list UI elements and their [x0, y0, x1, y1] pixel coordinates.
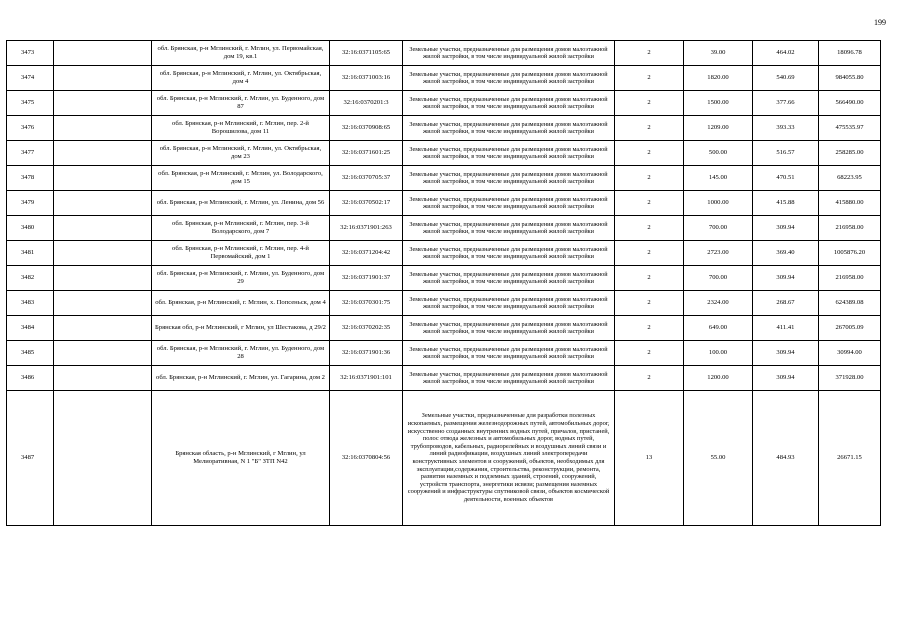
address-cell: обл. Брянская, р-н Мглинский, г. Мглин, ул. Октябрьская, дом 4	[152, 66, 330, 91]
rate-cell: 516.57	[753, 141, 819, 166]
area-cell: 145.00	[684, 166, 753, 191]
land-use-cell: Земельные участки, предназначенные для размещения домов малоэтажной жилой застройки, в том числе индивидуальной жилой застройки	[403, 91, 615, 116]
row-number: 3480	[7, 216, 54, 241]
spacer-cell	[54, 116, 152, 141]
table-row	[7, 141, 881, 166]
land-use-cell: Земельные участки, предназначенные для разработки полезных ископаемых, размещения железнодорожных путей, автомобильных дорог, искусственно созданных внутренних водных путей, причалов, пристаней, полос отвода железных и автомобильных дорог, водных путей, трубопроводов, кабельных, радиорелейных и воздушных линий связи и линий радиофикации, воздушных линий электропередачи конструктивных элементов и сооружений, объектов, необходимых для эксплуатации,содержания, строительства, реконструкции, ремонта, развития наземных и подземных зданий, строений, сооружений, устройств транспорта, энергетики исвязи; размещения наземных сооружений и инфраструктуры спутниковой связи, объектов космической деятельности, военных объектов	[403, 391, 615, 526]
cadastral-number-cell: 32:16:0370502:17	[330, 191, 403, 216]
table-row	[7, 391, 881, 526]
cadastral-number-cell: 32:16:0371901:36	[330, 341, 403, 366]
address-cell: обл. Брянская, р-н Мглинский, г. Мглин, х. Попсеньск, дом 4	[152, 291, 330, 316]
cadastral-number-cell: 32:16:0371105:65	[330, 41, 403, 66]
area-cell: 1200.00	[684, 366, 753, 391]
table-row	[7, 216, 881, 241]
row-number: 3473	[7, 41, 54, 66]
cadastral-value-cell: 26671.15	[819, 391, 881, 526]
cadastral-number-cell: 32:16:0371901:263	[330, 216, 403, 241]
cadastral-value-cell: 624389.08	[819, 291, 881, 316]
table-row	[7, 116, 881, 141]
spacer-cell	[54, 141, 152, 166]
land-registry-table	[6, 40, 881, 526]
land-use-cell: Земельные участки, предназначенные для размещения домов малоэтажной жилой застройки, в том числе индивидуальной жилой застройки	[403, 291, 615, 316]
area-cell: 2324.00	[684, 291, 753, 316]
row-number: 3477	[7, 141, 54, 166]
rate-cell: 393.33	[753, 116, 819, 141]
address-cell: Брянская область, р-н Мглинский, г Мглин, ул Мелиоративная, N 1 "Б" ЗТП N42	[152, 391, 330, 526]
land-use-cell: Земельные участки, предназначенные для размещения домов малоэтажной жилой застройки, в том числе индивидуальной жилой застройки	[403, 166, 615, 191]
category-code-cell: 2	[615, 366, 684, 391]
area-cell: 700.00	[684, 216, 753, 241]
land-use-cell: Земельные участки, предназначенные для размещения домов малоэтажной жилой застройки, в том числе индивидуальной жилой застройки	[403, 366, 615, 391]
row-number: 3478	[7, 166, 54, 191]
category-code-cell: 2	[615, 341, 684, 366]
address-cell: обл. Брянская, р-н Мглинский, г. Мглин, ул. Володарского, дом 15	[152, 166, 330, 191]
rate-cell: 309.94	[753, 266, 819, 291]
table-row	[7, 91, 881, 116]
table-row	[7, 41, 881, 66]
spacer-cell	[54, 391, 152, 526]
cadastral-value-cell: 216958.00	[819, 266, 881, 291]
cadastral-number-cell: 32:16:0370804:56	[330, 391, 403, 526]
rate-cell: 377.66	[753, 91, 819, 116]
land-use-cell: Земельные участки, предназначенные для размещения домов малоэтажной жилой застройки, в том числе индивидуальной жилой застройки	[403, 341, 615, 366]
spacer-cell	[54, 291, 152, 316]
category-code-cell: 2	[615, 141, 684, 166]
row-number: 3475	[7, 91, 54, 116]
land-use-cell: Земельные участки, предназначенные для размещения домов малоэтажной жилой застройки, в том числе индивидуальной жилой застройки	[403, 141, 615, 166]
rate-cell: 309.94	[753, 341, 819, 366]
row-number: 3483	[7, 291, 54, 316]
cadastral-number-cell: 32:16:0370201:3	[330, 91, 403, 116]
row-number: 3479	[7, 191, 54, 216]
address-cell: обл. Брянская, р-н Мглинский, г. Мглин, ул. Буденного, дом 28	[152, 341, 330, 366]
cadastral-number-cell: 32:16:0370301:75	[330, 291, 403, 316]
area-cell: 1500.00	[684, 91, 753, 116]
cadastral-value-cell: 984055.80	[819, 66, 881, 91]
rate-cell: 309.94	[753, 216, 819, 241]
spacer-cell	[54, 241, 152, 266]
area-cell: 500.00	[684, 141, 753, 166]
table-row	[7, 66, 881, 91]
cadastral-number-cell: 32:16:0371601:25	[330, 141, 403, 166]
category-code-cell: 2	[615, 241, 684, 266]
cadastral-value-cell: 68223.95	[819, 166, 881, 191]
rate-cell: 309.94	[753, 366, 819, 391]
address-cell: обл. Брянская, р-н Мглинский, г. Мглин, ул. Гагарина, дом 2	[152, 366, 330, 391]
cadastral-value-cell: 267005.09	[819, 316, 881, 341]
address-cell: обл. Брянская, р-н Мглинский, г. Мглин, ул. Буденного, дом 29	[152, 266, 330, 291]
rate-cell: 411.41	[753, 316, 819, 341]
table-row	[7, 241, 881, 266]
row-number: 3487	[7, 391, 54, 526]
table-row	[7, 291, 881, 316]
rate-cell: 369.40	[753, 241, 819, 266]
area-cell: 100.00	[684, 341, 753, 366]
cadastral-number-cell: 32:16:0370908:65	[330, 116, 403, 141]
land-use-cell: Земельные участки, предназначенные для размещения домов малоэтажной жилой застройки, в том числе индивидуальной жилой застройки	[403, 191, 615, 216]
area-cell: 649.00	[684, 316, 753, 341]
address-cell: обл. Брянская, р-н Мглинский, г. Мглин, пер. 3-й Володарского, дом 7	[152, 216, 330, 241]
cadastral-value-cell: 371928.00	[819, 366, 881, 391]
spacer-cell	[54, 316, 152, 341]
category-code-cell: 2	[615, 66, 684, 91]
row-number: 3484	[7, 316, 54, 341]
spacer-cell	[54, 191, 152, 216]
land-use-cell: Земельные участки, предназначенные для размещения домов малоэтажной жилой застройки, в том числе индивидуальной жилой застройки	[403, 116, 615, 141]
spacer-cell	[54, 341, 152, 366]
area-cell: 1209.00	[684, 116, 753, 141]
row-number: 3485	[7, 341, 54, 366]
cadastral-number-cell: 32:16:0370705:37	[330, 166, 403, 191]
rate-cell: 484.93	[753, 391, 819, 526]
category-code-cell: 2	[615, 316, 684, 341]
land-use-cell: Земельные участки, предназначенные для размещения домов малоэтажной жилой застройки, в том числе индивидуальной жилой застройки	[403, 266, 615, 291]
area-cell: 55.00	[684, 391, 753, 526]
cadastral-number-cell: 32:16:0371901:37	[330, 266, 403, 291]
table-row	[7, 266, 881, 291]
table-row	[7, 166, 881, 191]
table-body	[7, 41, 881, 526]
table-row	[7, 366, 881, 391]
address-cell: обл. Брянская, р-н Мглинский, г. Мглин, ул. Октябрьская, дом 23	[152, 141, 330, 166]
table-row	[7, 191, 881, 216]
category-code-cell: 2	[615, 291, 684, 316]
area-cell: 1000.00	[684, 191, 753, 216]
spacer-cell	[54, 91, 152, 116]
rate-cell: 268.67	[753, 291, 819, 316]
cadastral-number-cell: 32:16:0371204:42	[330, 241, 403, 266]
cadastral-value-cell: 30994.00	[819, 341, 881, 366]
cadastral-value-cell: 258285.00	[819, 141, 881, 166]
cadastral-number-cell: 32:16:0371901:101	[330, 366, 403, 391]
cadastral-value-cell: 475535.97	[819, 116, 881, 141]
cadastral-value-cell: 566490.00	[819, 91, 881, 116]
spacer-cell	[54, 216, 152, 241]
address-cell: обл. Брянская, р-н Мглинский, г. Мглин, пер. 4-й Первомайский, дом 1	[152, 241, 330, 266]
address-cell: обл. Брянская, р-н Мглинский, г. Мглин, ул. Буденного, дом 87	[152, 91, 330, 116]
spacer-cell	[54, 366, 152, 391]
address-cell: обл. Брянская, р-н Мглинский, г. Мглин, ул. Первомайская, дом 19, кв.1	[152, 41, 330, 66]
spacer-cell	[54, 166, 152, 191]
address-cell: Брянская обл, р-н Мглинский, г Мглин, ул Шестакова, д 29/2	[152, 316, 330, 341]
area-cell: 1820.00	[684, 66, 753, 91]
cadastral-number-cell: 32:16:0371003:16	[330, 66, 403, 91]
table-row	[7, 341, 881, 366]
cadastral-value-cell: 18096.78	[819, 41, 881, 66]
page-number: 199	[874, 18, 886, 27]
cadastral-number-cell: 32:16:0370202:35	[330, 316, 403, 341]
address-cell: обл. Брянская, р-н Мглинский, г. Мглин, ул. Ленина, дом 56	[152, 191, 330, 216]
row-number: 3481	[7, 241, 54, 266]
rate-cell: 470.51	[753, 166, 819, 191]
row-number: 3486	[7, 366, 54, 391]
land-use-cell: Земельные участки, предназначенные для размещения домов малоэтажной жилой застройки, в том числе индивидуальной жилой застройки	[403, 41, 615, 66]
row-number: 3474	[7, 66, 54, 91]
cadastral-value-cell: 216958.00	[819, 216, 881, 241]
category-code-cell: 2	[615, 91, 684, 116]
land-use-cell: Земельные участки, предназначенные для размещения домов малоэтажной жилой застройки, в том числе индивидуальной жилой застройки	[403, 66, 615, 91]
area-cell: 2723.00	[684, 241, 753, 266]
category-code-cell: 13	[615, 391, 684, 526]
category-code-cell: 2	[615, 41, 684, 66]
land-use-cell: Земельные участки, предназначенные для размещения домов малоэтажной жилой застройки, в том числе индивидуальной жилой застройки	[403, 241, 615, 266]
category-code-cell: 2	[615, 116, 684, 141]
table-row	[7, 316, 881, 341]
category-code-cell: 2	[615, 166, 684, 191]
row-number: 3482	[7, 266, 54, 291]
address-cell: обл. Брянская, р-н Мглинский, г. Мглин, пер. 2-й Ворошилова, дом 11	[152, 116, 330, 141]
spacer-cell	[54, 266, 152, 291]
category-code-cell: 2	[615, 216, 684, 241]
category-code-cell: 2	[615, 191, 684, 216]
rate-cell: 464.02	[753, 41, 819, 66]
land-use-cell: Земельные участки, предназначенные для размещения домов малоэтажной жилой застройки, в том числе индивидуальной жилой застройки	[403, 216, 615, 241]
category-code-cell: 2	[615, 266, 684, 291]
area-cell: 39.00	[684, 41, 753, 66]
area-cell: 700.00	[684, 266, 753, 291]
cadastral-value-cell: 415880.00	[819, 191, 881, 216]
row-number: 3476	[7, 116, 54, 141]
spacer-cell	[54, 66, 152, 91]
spacer-cell	[54, 41, 152, 66]
cadastral-value-cell: 1005876.20	[819, 241, 881, 266]
rate-cell: 415.88	[753, 191, 819, 216]
rate-cell: 540.69	[753, 66, 819, 91]
land-use-cell: Земельные участки, предназначенные для размещения домов малоэтажной жилой застройки, в том числе индивидуальной жилой застройки	[403, 316, 615, 341]
